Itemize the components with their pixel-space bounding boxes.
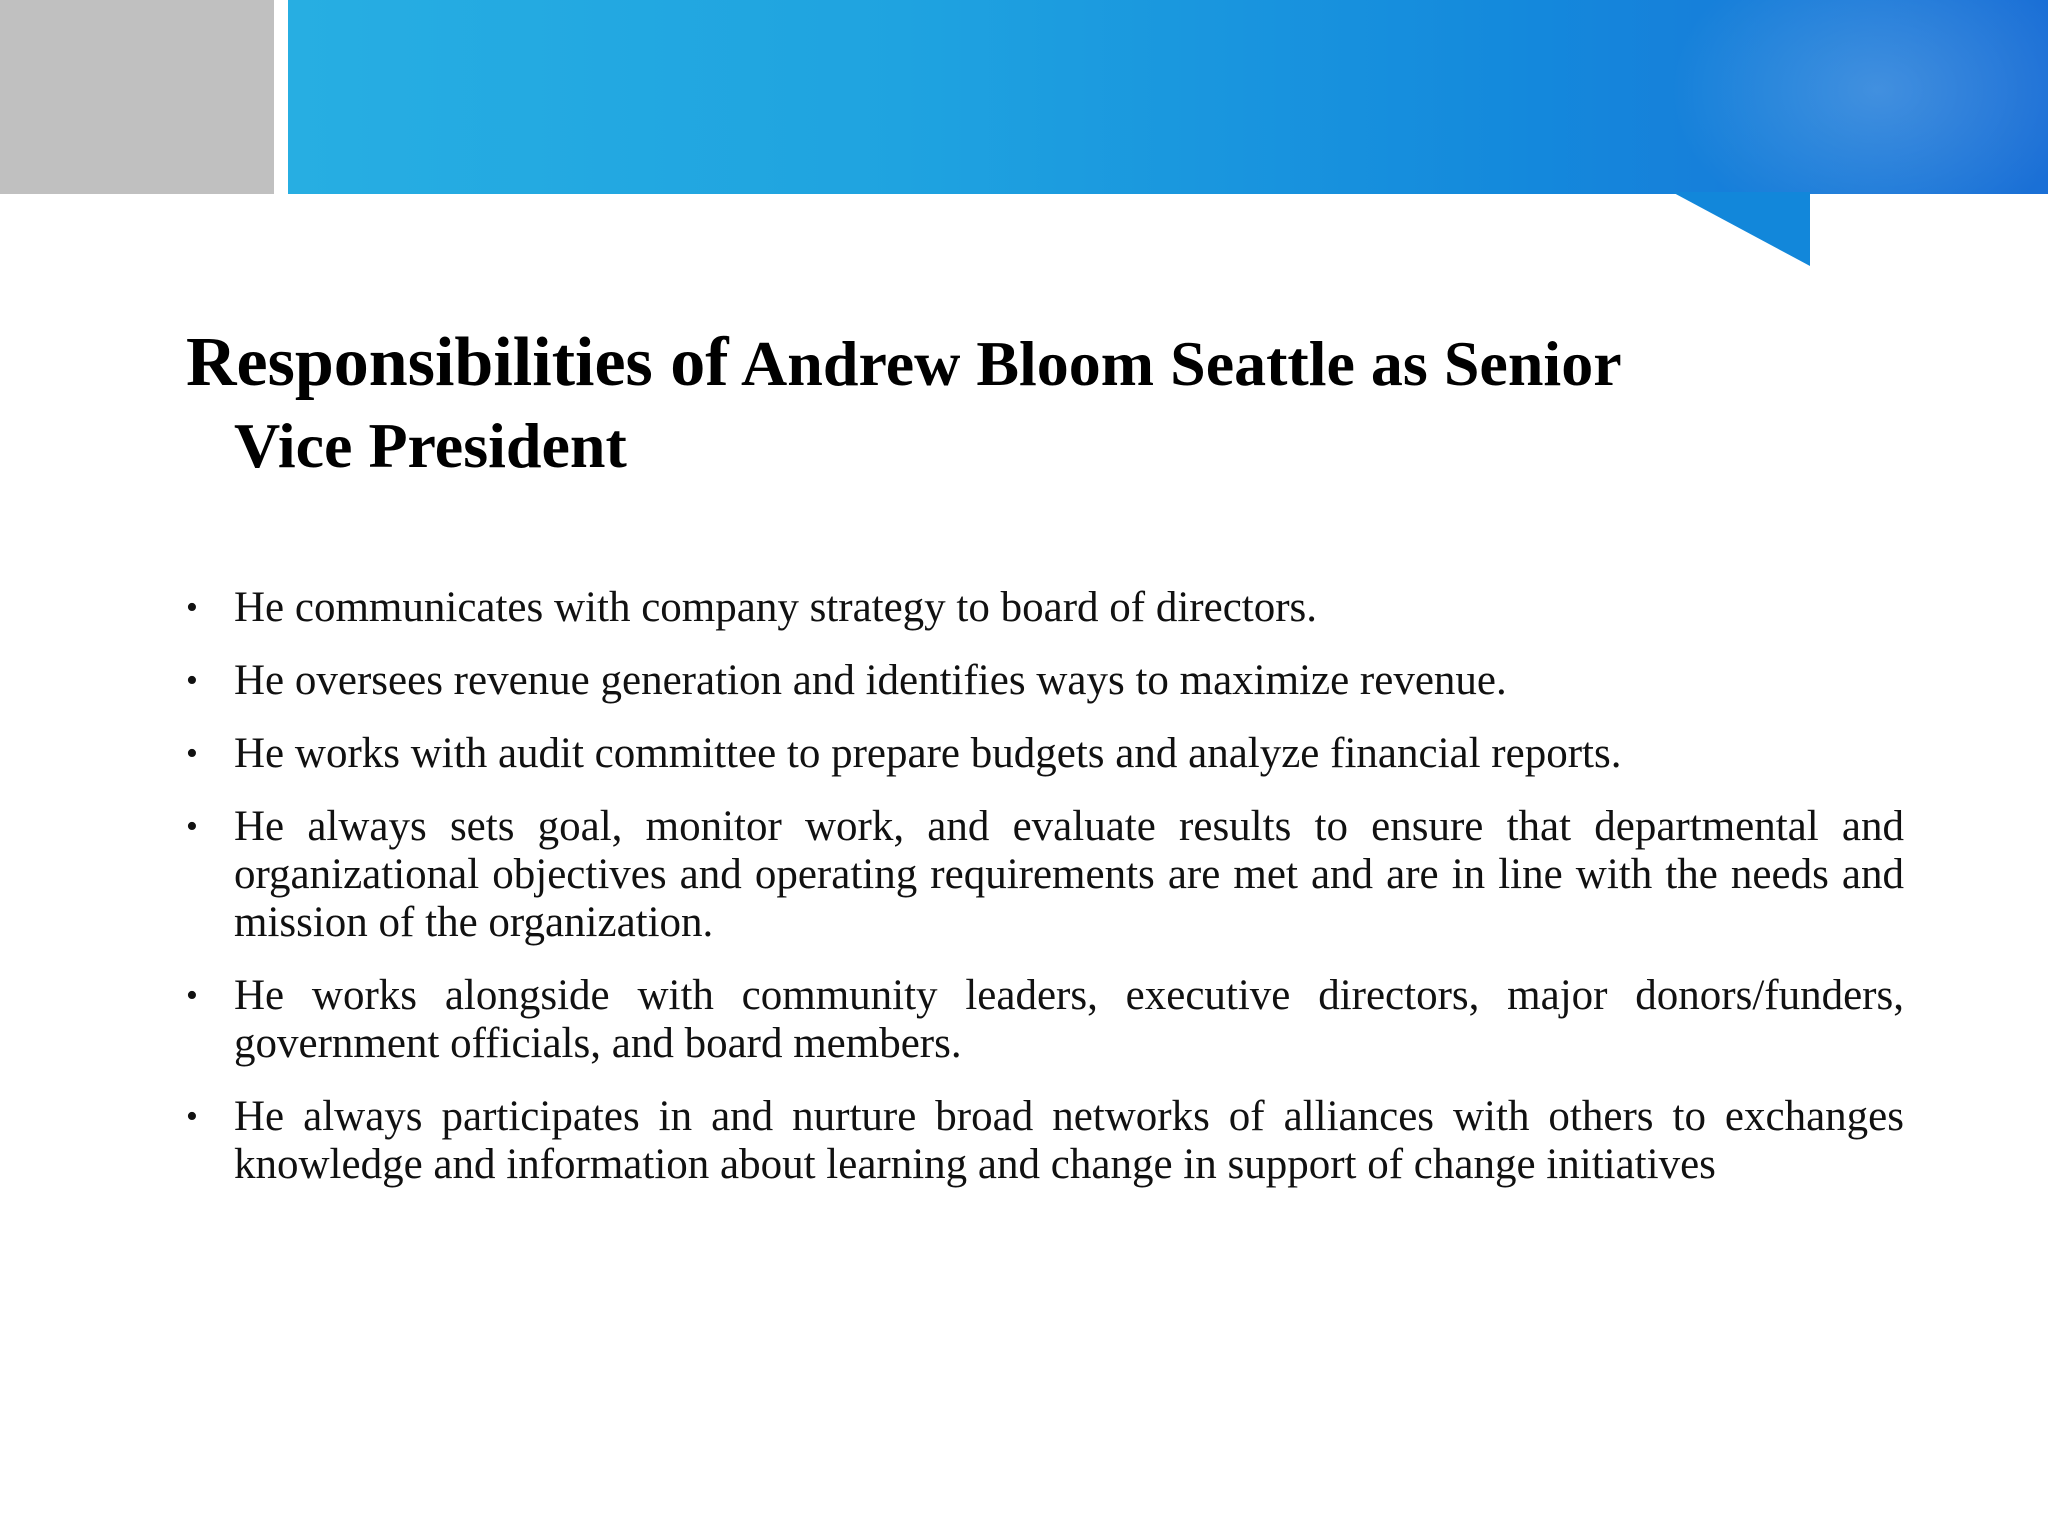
list-item <box>186 730 1904 778</box>
list-item <box>186 972 1904 1068</box>
bullet-text: He always sets goal, monitor work, and evaluate results to ensure that departmental and organizational objectives and operating requirements are met and are in line with the needs and mission of the organization. <box>234 803 1904 946</box>
bullet-text: He communicates with company strategy to board of directors. <box>234 584 1318 631</box>
title-rest: Andrew Bloom Seattle as Senior <box>741 328 1622 399</box>
banner-sheen <box>1668 0 2048 194</box>
bullet-icon: • <box>186 735 198 772</box>
bullet-text: He works alongside with community leaders, executive directors, major donors/funders, government officials, and board members. <box>234 972 1904 1067</box>
bullet-icon: • <box>186 808 198 845</box>
bullet-text: He oversees revenue generation and identifies ways to maximize revenue. <box>234 657 1507 704</box>
bullet-icon: • <box>186 1098 198 1135</box>
list-item <box>186 657 1904 705</box>
slide-title <box>186 322 1906 487</box>
title-line2: Vice President <box>234 410 627 481</box>
bullet-icon: • <box>186 589 198 626</box>
list-item <box>186 803 1904 947</box>
list-item <box>186 1093 1904 1189</box>
bullet-text: He works with audit committee to prepare budgets and analyze financial reports. <box>234 730 1622 777</box>
bullet-icon: • <box>186 977 198 1014</box>
header-blue-banner <box>288 0 2048 194</box>
header-gray-block <box>0 0 274 194</box>
title-lead: Responsibilities of <box>186 324 729 401</box>
banner-tail-polygon <box>1672 192 1810 266</box>
list-item <box>186 584 1904 632</box>
bullet-list <box>186 584 1904 1214</box>
bullet-text: He always participates in and nurture broad networks of alliances with others to exchanges knowledge and information about learning and change in support of change initiatives <box>234 1093 1904 1188</box>
bullet-icon: • <box>186 662 198 699</box>
